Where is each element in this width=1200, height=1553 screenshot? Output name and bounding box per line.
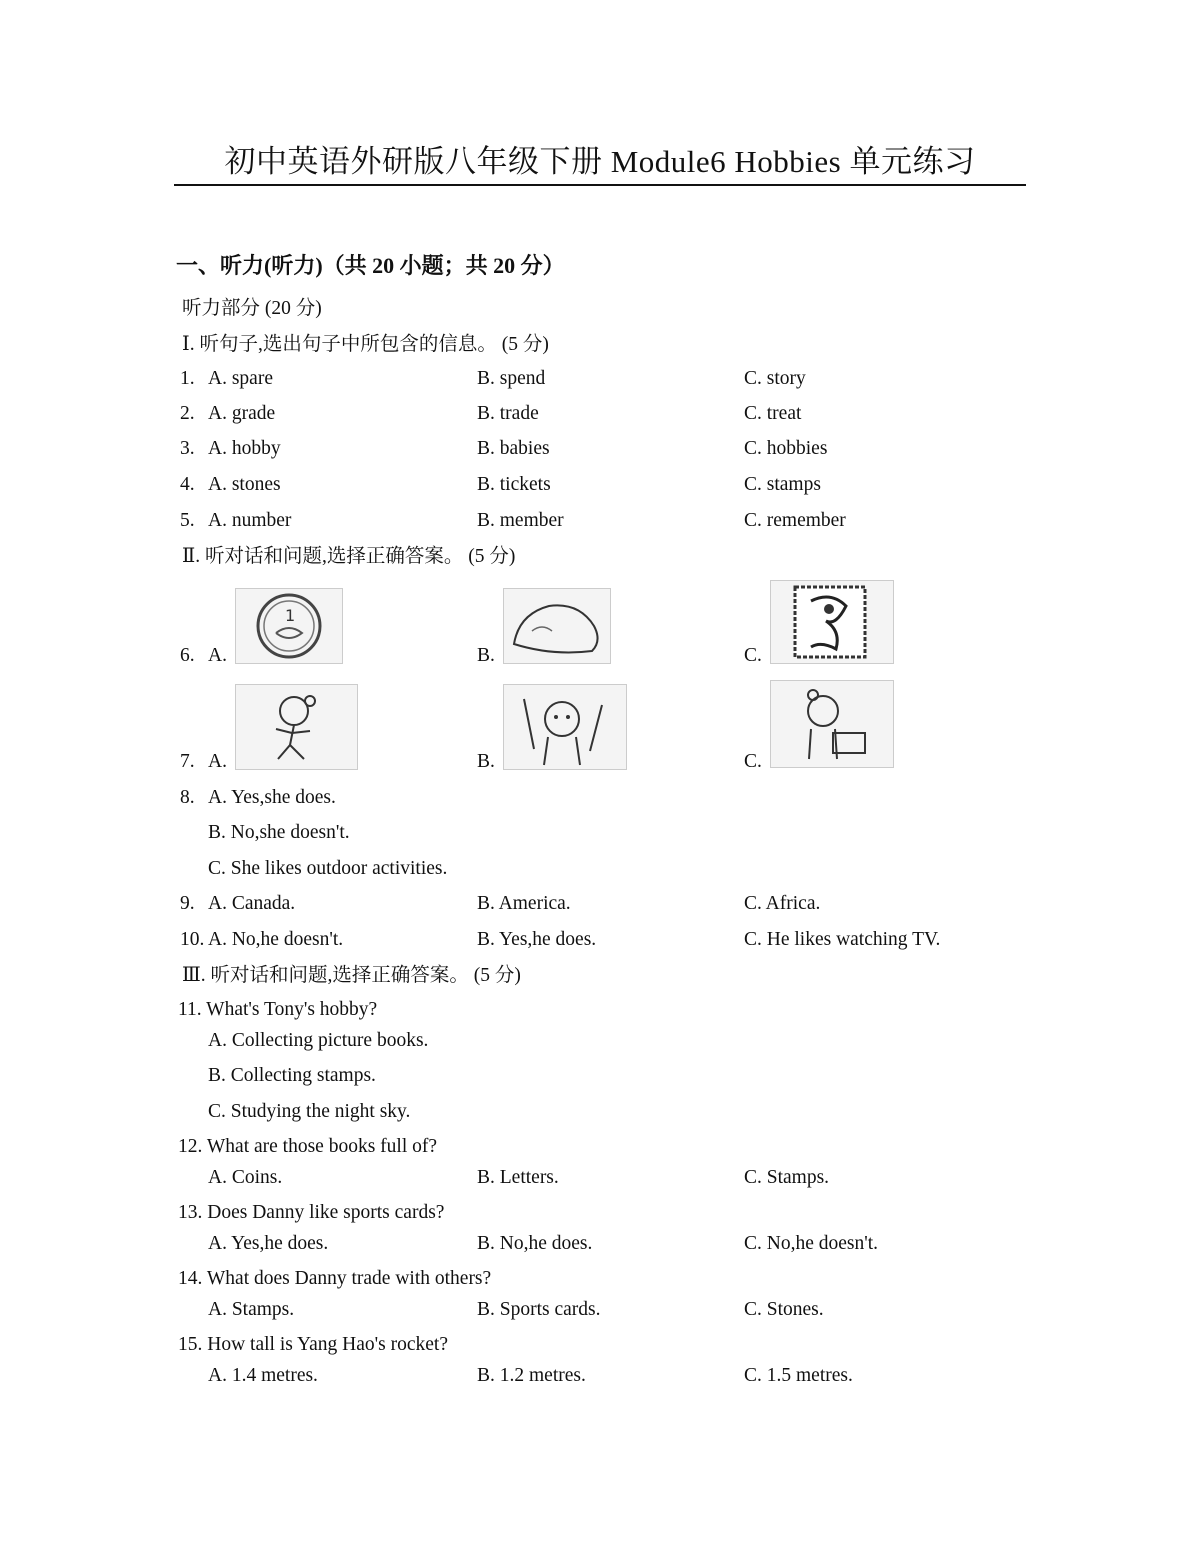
option-a: A. Yes,she does. <box>208 787 336 808</box>
q11-option-c: C. Studying the night sky. <box>208 1101 411 1122</box>
question-number: 6. <box>180 645 195 666</box>
option-c: C. No,he doesn't. <box>744 1233 879 1254</box>
part-2-instruction: Ⅱ. 听对话和问题,选择正确答案。 (5 分) <box>182 546 516 567</box>
question-number: 5. <box>180 510 195 531</box>
listening-part-label: 听力部分 (20 分) <box>182 298 322 319</box>
question-number: 8. <box>180 787 195 808</box>
option-c: C. Stamps. <box>744 1167 830 1188</box>
option-b: B. <box>477 645 495 666</box>
option-c: C. hobbies <box>744 438 828 459</box>
option-c: C. stamps <box>744 474 821 495</box>
stamp-image <box>770 580 894 664</box>
question-11-stem: 11. What's Tony's hobby? <box>178 999 378 1020</box>
question-8 <box>180 785 1000 811</box>
option-b: B. <box>477 751 495 772</box>
option-b: B. tickets <box>477 474 551 495</box>
part-3-instruction: Ⅲ. 听对话和问题,选择正确答案。 (5 分) <box>182 965 521 986</box>
option-a: A. Stamps. <box>208 1299 295 1320</box>
option-a: A. spare <box>208 368 273 389</box>
question-13-stem: 13. Does Danny like sports cards? <box>178 1202 445 1223</box>
question-5 <box>180 508 1000 534</box>
svg-text:1: 1 <box>285 606 296 625</box>
q8-option-b: B. No,she doesn't. <box>208 822 350 843</box>
question-number: 2. <box>180 403 195 424</box>
question-number: 1. <box>180 368 195 389</box>
girl-stargazing-image <box>503 684 627 770</box>
question-9 <box>180 891 1000 917</box>
option-a: A. Coins. <box>208 1167 283 1188</box>
part-1-instruction: Ⅰ. 听句子,选出句子中所包含的信息。 (5 分) <box>182 334 549 355</box>
option-c: C. treat <box>744 403 802 424</box>
question-14-stem: 14. What does Danny trade with others? <box>178 1268 492 1289</box>
option-c: C. 1.5 metres. <box>744 1365 853 1386</box>
question-number: 4. <box>180 474 195 495</box>
option-a: A. Yes,he does. <box>208 1233 329 1254</box>
question-3 <box>180 436 1000 462</box>
question-15-options <box>180 1363 1000 1389</box>
option-c: C. Stones. <box>744 1299 824 1320</box>
question-15-stem: 15. How tall is Yang Hao's rocket? <box>178 1334 448 1355</box>
question-number: 3. <box>180 438 195 459</box>
q11-option-a: A. Collecting picture books. <box>208 1030 429 1051</box>
option-c: C. He likes watching TV. <box>744 929 941 950</box>
question-14-options <box>180 1297 1000 1323</box>
option-b: B. Letters. <box>477 1167 559 1188</box>
question-number: 9. <box>180 893 195 914</box>
question-number: 10. <box>180 929 205 950</box>
option-b: B. No,he does. <box>477 1233 593 1254</box>
option-a: A. <box>208 751 227 772</box>
option-a: A. hobby <box>208 438 281 459</box>
option-a: A. stones <box>208 474 281 495</box>
question-1 <box>180 366 1000 392</box>
option-a: A. grade <box>208 403 276 424</box>
option-b: B. babies <box>477 438 550 459</box>
option-b: B. 1.2 metres. <box>477 1365 586 1386</box>
option-c: C. story <box>744 368 806 389</box>
option-b: B. America. <box>477 893 571 914</box>
option-b: B. Sports cards. <box>477 1299 601 1320</box>
option-a: A. <box>208 645 227 666</box>
question-13-options <box>180 1231 1000 1257</box>
option-c: C. Africa. <box>744 893 821 914</box>
q8-option-c: C. She likes outdoor activities. <box>208 858 448 879</box>
option-c: C. <box>744 751 762 772</box>
stone-image <box>503 588 611 664</box>
section-heading: 一、听力(听力)（共 20 小题；共 20 分） <box>176 253 565 278</box>
option-a: A. No,he doesn't. <box>208 929 344 950</box>
option-b: B. Yes,he does. <box>477 929 597 950</box>
document-title: 初中英语外研版八年级下册 Module6 Hobbies 单元练习 <box>174 140 1026 186</box>
option-b: B. spend <box>477 368 546 389</box>
option-b: B. trade <box>477 403 539 424</box>
q11-option-b: B. Collecting stamps. <box>208 1065 376 1086</box>
option-a: A. number <box>208 510 292 531</box>
option-c: C. <box>744 645 762 666</box>
option-b: B. member <box>477 510 564 531</box>
question-12-stem: 12. What are those books full of? <box>178 1136 438 1157</box>
girl-reading-image <box>770 680 894 768</box>
girl-running-image <box>235 684 358 770</box>
question-4 <box>180 472 1000 498</box>
question-2 <box>180 401 1000 427</box>
question-number: 7. <box>180 751 195 772</box>
option-a: A. 1.4 metres. <box>208 1365 318 1386</box>
option-a: A. Canada. <box>208 893 296 914</box>
question-10 <box>180 927 1000 953</box>
question-12-options <box>180 1165 1000 1191</box>
coin-image <box>235 588 343 664</box>
option-c: C. remember <box>744 510 846 531</box>
